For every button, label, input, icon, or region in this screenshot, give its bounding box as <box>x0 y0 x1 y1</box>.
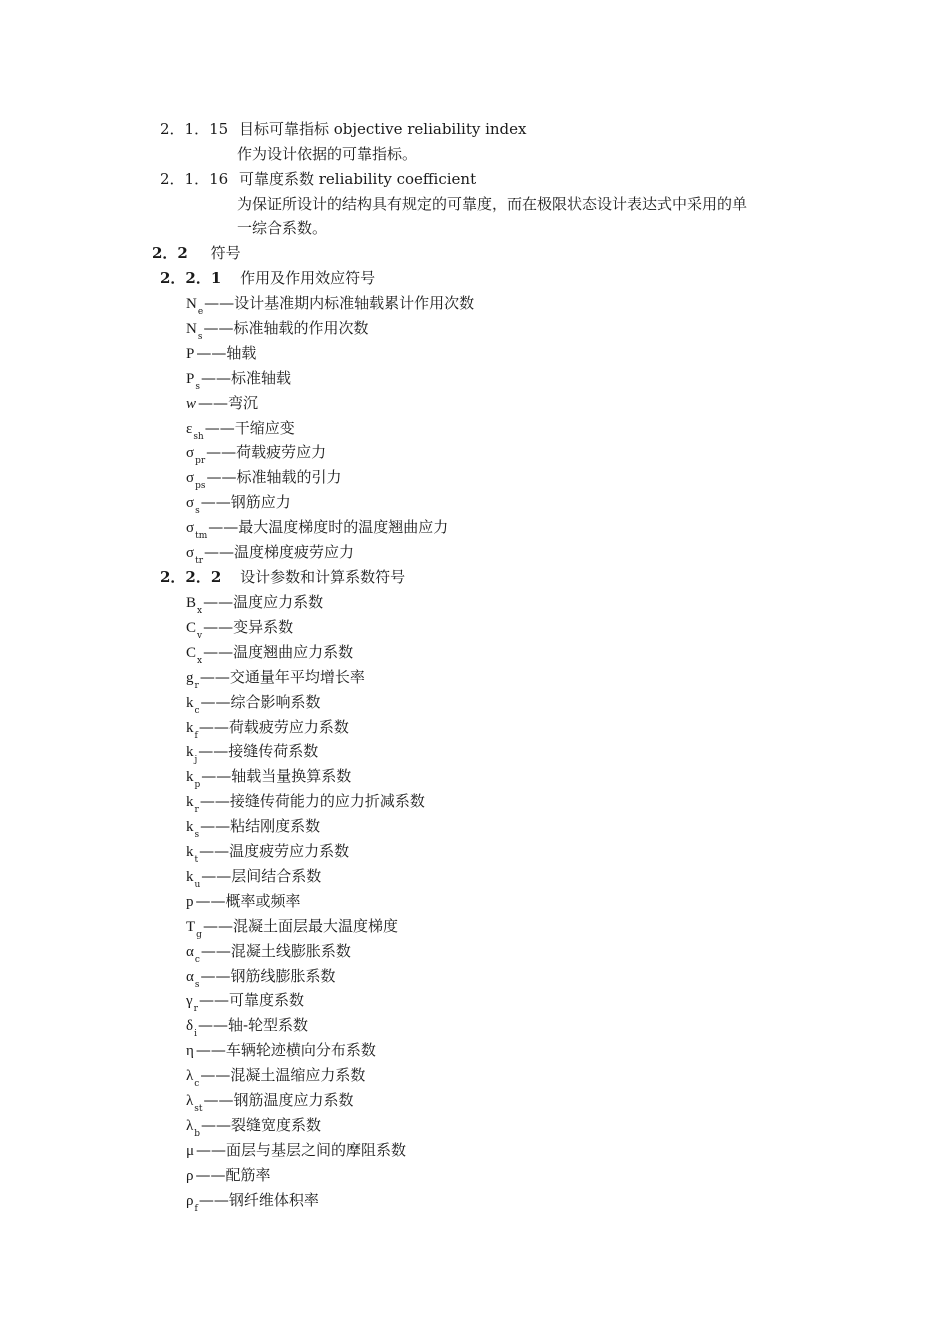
symbol-base: σ <box>186 445 195 462</box>
symbol-subscript: s <box>194 830 200 841</box>
symbol-subscript: j <box>194 755 198 766</box>
symbol-row <box>186 841 349 863</box>
symbol-row <box>186 990 304 1015</box>
symbol-subscript: p <box>194 780 201 791</box>
symbol-subscript: u <box>194 879 201 890</box>
symbol-base: N <box>186 296 197 312</box>
symbol-base: P <box>186 370 195 387</box>
section-number: 2．2 <box>152 244 188 262</box>
symbol-base: k <box>186 694 194 711</box>
symbol-subscript: st <box>194 1104 203 1114</box>
symbol-description: ——可靠度系数 <box>198 991 304 1010</box>
symbol-row <box>186 418 295 440</box>
subsection-2-2-1-heading <box>160 268 375 290</box>
symbol-row <box>186 642 353 664</box>
symbol-row <box>186 1140 406 1162</box>
symbol-subscript: ps <box>195 481 206 492</box>
symbol-subscript: x <box>197 655 203 666</box>
symbol-description: ——钢筋应力 <box>200 493 291 512</box>
symbol-base: λ <box>186 1068 194 1085</box>
symbol-description: ——标准轴载 <box>200 368 291 387</box>
symbol-description: ——接缝传荷系数 <box>198 742 319 761</box>
symbol-description: ——标准轴载的作用次数 <box>203 318 369 337</box>
symbol-subscript: s <box>195 381 200 392</box>
symbol-row <box>186 592 323 614</box>
symbol-row <box>186 941 351 963</box>
symbol-row <box>186 1015 309 1040</box>
symbol-base: N <box>186 320 197 337</box>
symbol-description: ——混凝土面层最大温度梯度 <box>202 916 398 935</box>
symbol-subscript: g <box>196 929 202 940</box>
symbol-subscript: c <box>194 1079 200 1090</box>
symbol-row <box>186 368 291 390</box>
symbol-base: σ <box>186 545 195 561</box>
symbol-description: ——温度疲劳应力系数 <box>199 842 350 860</box>
symbol-description: ——粘结刚度系数 <box>200 817 321 836</box>
symbol-base: P <box>186 345 195 362</box>
symbol-base: k <box>186 844 194 860</box>
symbol-row <box>186 717 349 739</box>
symbol-base: p <box>186 893 194 910</box>
symbol-base: ε <box>186 420 193 437</box>
symbol-row <box>186 492 291 517</box>
symbol-description: ——标准轴载的引力 <box>206 468 342 487</box>
symbol-description: ——裂缝宽度系数 <box>201 1115 322 1134</box>
symbol-row <box>186 517 449 542</box>
clause-title: 可靠度系数 reliability coefficient <box>238 170 477 188</box>
clause-number: 2．1．16 <box>160 170 229 188</box>
symbol-description: ——温度梯度疲劳应力 <box>204 543 355 561</box>
clause-2-1-16-desc-line1: 为保证所设计的结构具有规定的可靠度，而在极限状态设计表达式中采用的单 <box>237 195 748 213</box>
symbol-base: B <box>186 595 197 611</box>
symbol-subscript: b <box>194 1128 201 1139</box>
clause-title: 目标可靠指标 objective reliability index <box>238 120 527 138</box>
symbol-description: ——交通量年平均增长率 <box>199 667 365 686</box>
symbol-subscript: e <box>197 307 204 317</box>
symbol-row <box>186 393 258 415</box>
symbol-subscript: pr <box>195 456 206 467</box>
symbol-description: ——钢筋温度应力系数 <box>203 1091 354 1109</box>
symbol-base: T <box>186 918 196 935</box>
symbol-row <box>186 1065 366 1090</box>
symbol-description: ——变异系数 <box>203 617 294 636</box>
symbol-row <box>186 766 352 791</box>
symbol-base: k <box>186 769 194 786</box>
symbol-row <box>186 442 327 467</box>
symbol-base: α <box>186 968 194 985</box>
section-2-2-heading <box>152 243 241 265</box>
symbol-description: ——最大温度梯度时的温度翘曲应力 <box>208 518 449 537</box>
clause-number: 2．1．15 <box>160 120 229 138</box>
symbol-base: k <box>186 794 194 811</box>
symbol-description: ——混凝土线膨胀系数 <box>200 941 351 960</box>
symbol-description: ——概率或频率 <box>195 891 301 910</box>
symbol-subscript: v <box>197 630 203 641</box>
symbol-base: C <box>186 619 197 636</box>
symbol-subscript: r <box>194 805 199 816</box>
symbol-subscript: c <box>194 954 200 965</box>
symbol-description: ——荷载疲劳应力 <box>206 443 327 462</box>
symbol-description: ——钢筋线膨胀系数 <box>200 966 336 985</box>
subsection-number: 2．2．1 <box>160 269 222 287</box>
symbol-description: ——层间结合系数 <box>201 866 322 885</box>
symbol-subscript: f <box>194 730 198 741</box>
symbol-row <box>186 966 336 988</box>
symbol-subscript: r <box>194 680 199 691</box>
symbol-row <box>186 741 319 766</box>
symbol-row <box>186 1040 376 1062</box>
symbol-subscript: f <box>194 1203 198 1214</box>
symbol-base: w <box>186 395 197 412</box>
symbol-base: μ <box>186 1142 195 1159</box>
symbol-base: k <box>186 744 194 761</box>
symbol-description: ——干缩应变 <box>204 418 295 437</box>
symbol-row <box>186 667 365 689</box>
symbol-base: g <box>186 669 194 686</box>
symbol-subscript: s <box>194 979 200 990</box>
symbol-description: ——配筋率 <box>195 1165 271 1184</box>
symbol-description: ——综合影响系数 <box>200 692 321 711</box>
symbol-description: ——温度翘曲应力系数 <box>203 642 354 661</box>
symbol-row <box>186 1115 321 1137</box>
symbol-row <box>186 1090 354 1112</box>
symbol-subscript: tm <box>195 531 208 542</box>
symbol-row <box>186 617 293 639</box>
symbol-subscript: i <box>194 1029 197 1040</box>
symbol-description: ——温度应力系数 <box>203 593 324 611</box>
symbol-row <box>186 791 425 816</box>
symbol-row <box>186 293 474 315</box>
symbol-base: ρ <box>186 1167 194 1184</box>
symbol-base: C <box>186 644 197 661</box>
symbol-base: δ <box>186 1018 194 1035</box>
symbol-base: σ <box>186 495 195 512</box>
symbol-description: ——接缝传荷能力的应力折减系数 <box>199 792 425 811</box>
symbol-subscript: s <box>195 506 200 517</box>
symbol-row <box>186 1190 319 1212</box>
clause-2-1-16-desc-line2: 一综合系数。 <box>237 219 328 237</box>
symbol-row <box>186 916 398 938</box>
symbol-description: ——车辆轮迹横向分布系数 <box>195 1041 376 1060</box>
symbol-description: ——弯沉 <box>198 393 259 412</box>
symbol-base: k <box>186 719 194 736</box>
symbol-row <box>186 542 354 564</box>
symbol-base: σ <box>186 470 195 487</box>
symbol-row <box>186 891 301 913</box>
symbol-subscript: tr <box>195 556 204 566</box>
symbol-subscript: sh <box>193 431 204 442</box>
symbol-base: η <box>186 1043 194 1060</box>
symbol-description: ——设计基准期内标准轴载累计作用次数 <box>204 294 475 312</box>
subsection-title: 设计参数和计算系数符号 <box>240 568 406 586</box>
symbol-description: ——轴载当量换算系数 <box>201 767 352 786</box>
symbol-row <box>186 467 342 492</box>
symbol-base: α <box>186 943 194 960</box>
clause-2-1-16-heading <box>160 169 476 191</box>
symbol-base: k <box>186 819 194 836</box>
clause-2-1-15-desc: 作为设计依据的可靠指标。 <box>237 145 418 163</box>
symbol-description: ——钢纤维体积率 <box>198 1190 319 1209</box>
symbol-base: λ <box>186 1117 194 1134</box>
symbol-row <box>186 318 368 340</box>
symbol-subscript: r <box>193 1004 198 1015</box>
symbol-base: σ <box>186 520 195 537</box>
section-title: 符号 <box>210 244 241 262</box>
symbol-row <box>186 866 321 888</box>
symbol-description: ——轴载 <box>196 343 257 362</box>
subsection-title: 作用及作用效应符号 <box>240 269 376 287</box>
symbol-subscript: t <box>194 855 199 865</box>
clause-2-1-15-heading <box>160 119 527 141</box>
symbol-description: ——轴-轮型系数 <box>197 1016 309 1035</box>
symbol-base: λ <box>186 1093 194 1109</box>
symbol-subscript: s <box>197 331 203 342</box>
symbol-row <box>186 692 321 714</box>
symbol-description: ——面层与基层之间的摩阻系数 <box>196 1140 407 1159</box>
symbol-base: k <box>186 868 194 885</box>
symbol-description: ——混凝土温缩应力系数 <box>200 1066 366 1085</box>
symbol-row <box>186 1165 271 1187</box>
subsection-number: 2．2．2 <box>160 568 222 586</box>
symbol-description: ——荷载疲劳应力系数 <box>198 717 349 736</box>
symbol-base: γ <box>186 993 193 1010</box>
symbol-row <box>186 343 256 365</box>
subsection-2-2-2-heading <box>160 567 405 589</box>
symbol-row <box>186 816 321 841</box>
symbol-base: ρ <box>186 1192 194 1209</box>
symbol-subscript: c <box>194 705 200 716</box>
symbol-subscript: x <box>197 606 203 616</box>
